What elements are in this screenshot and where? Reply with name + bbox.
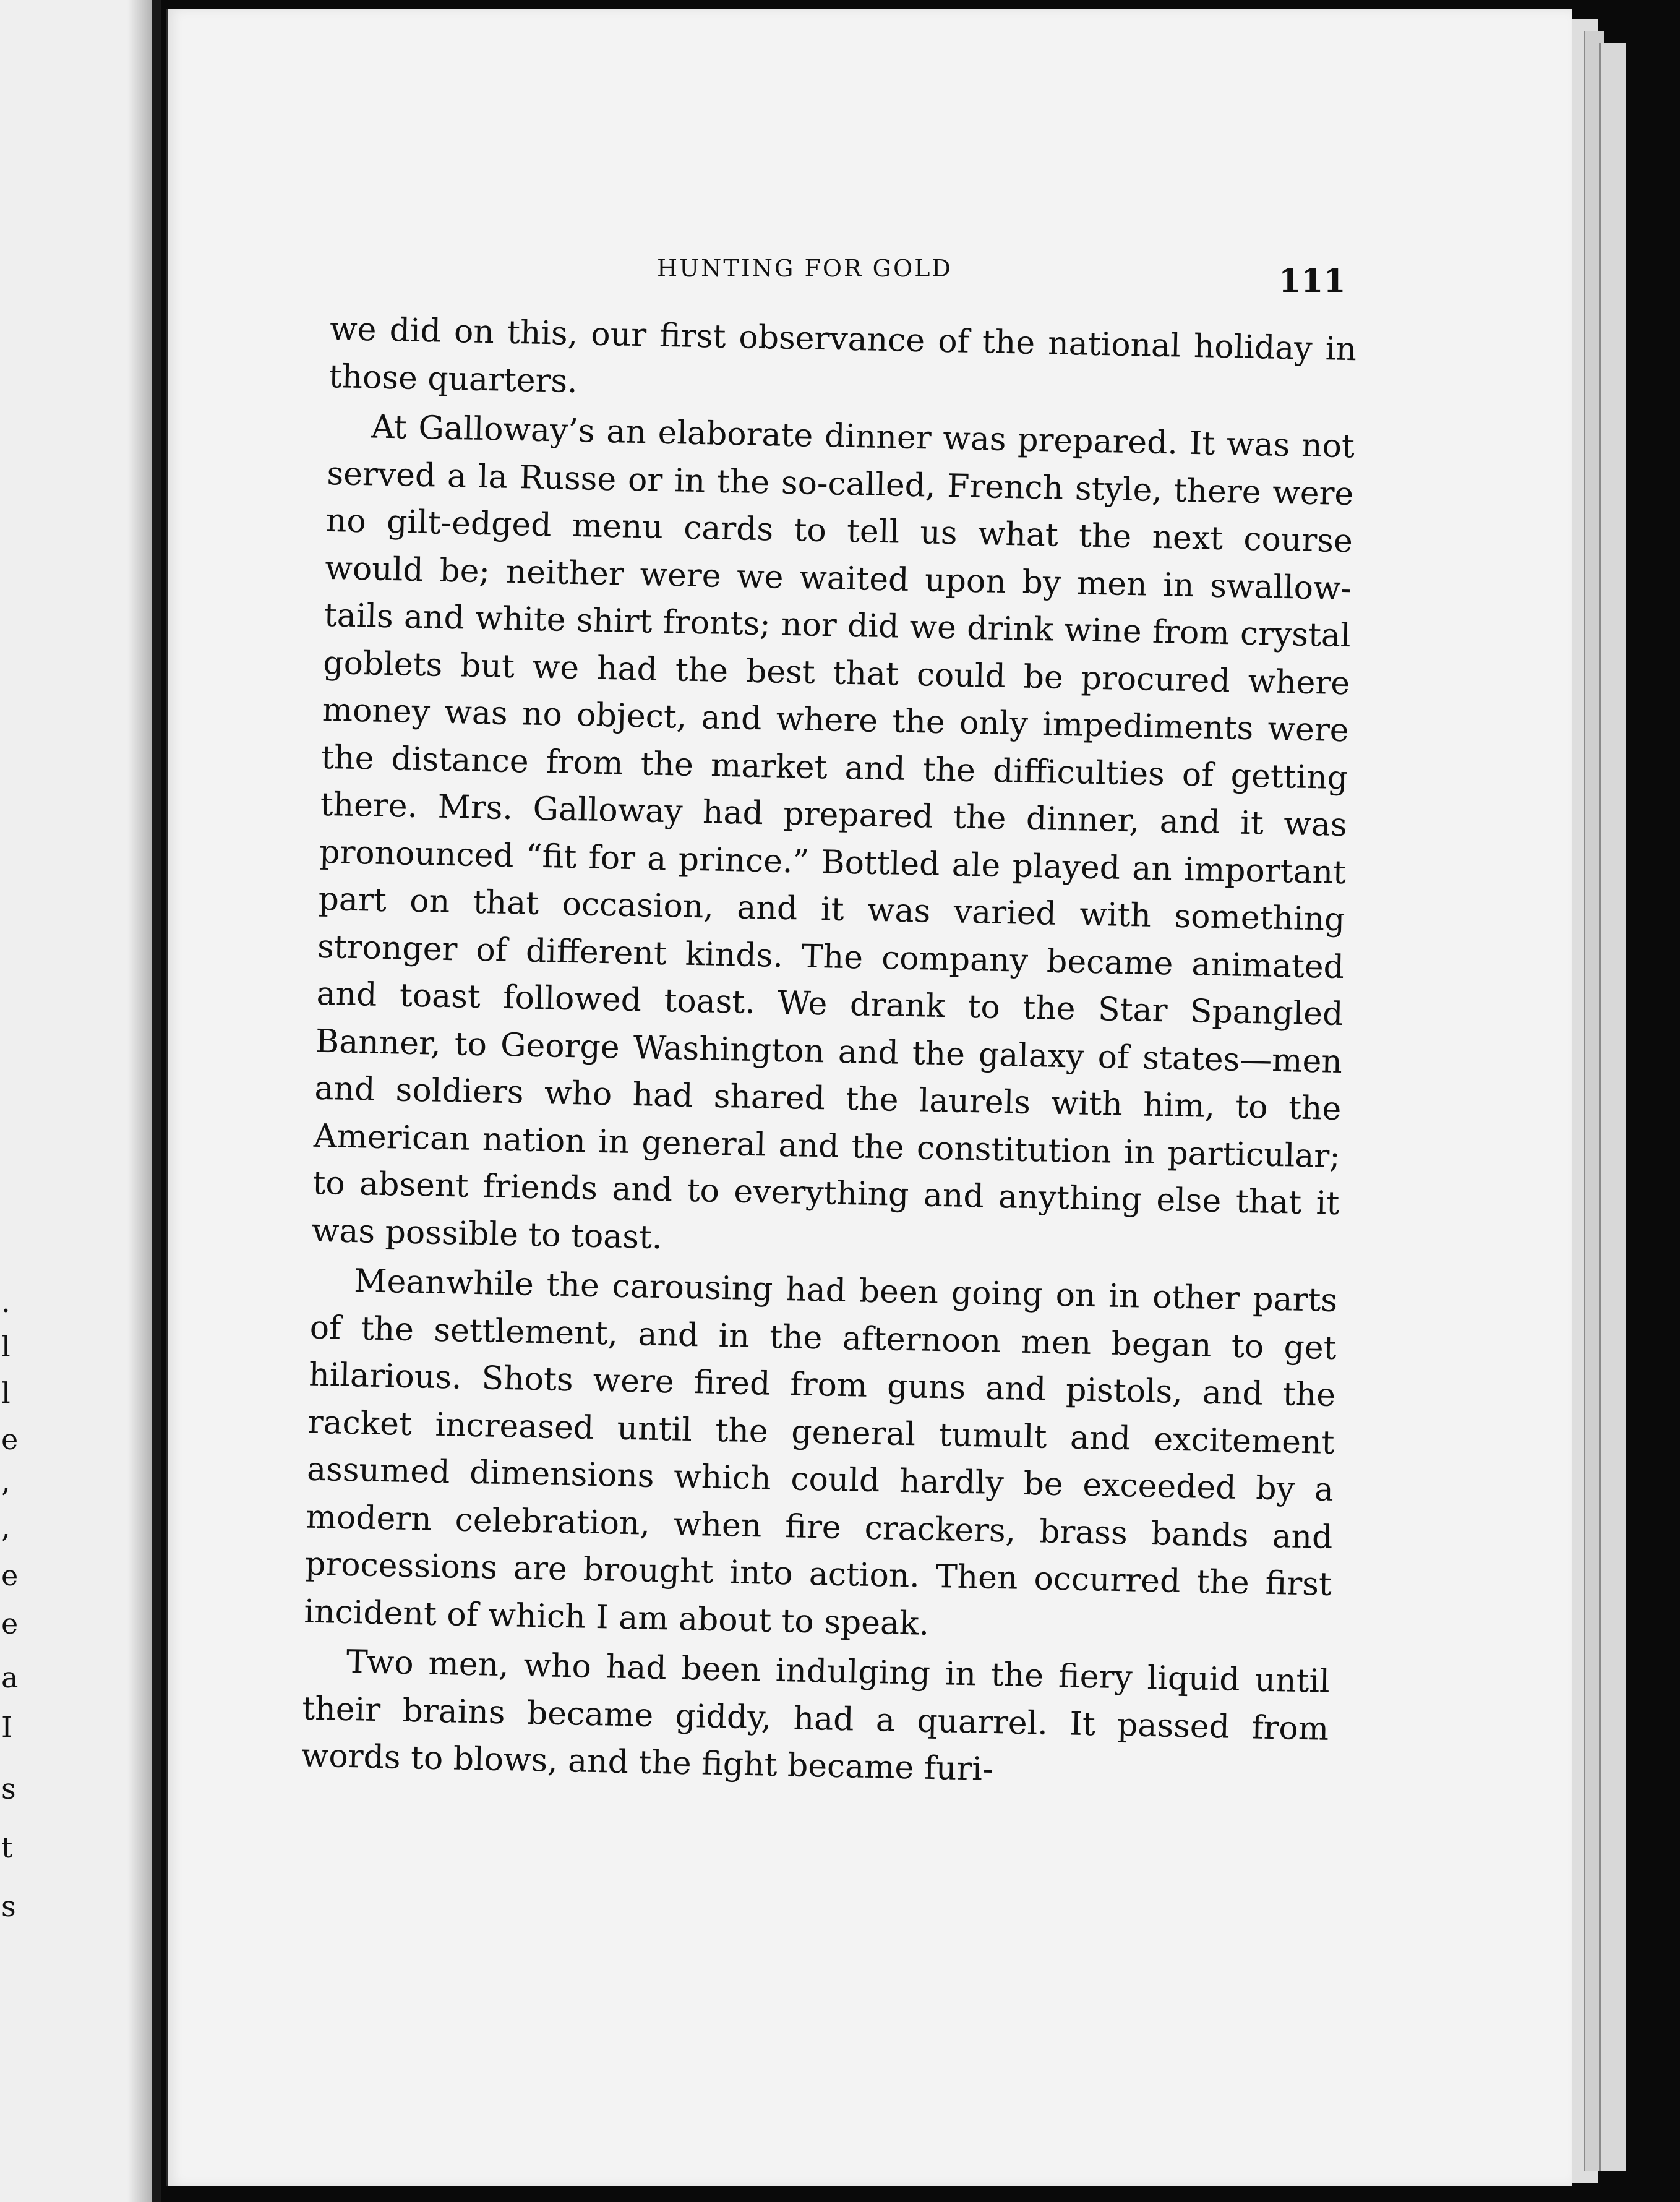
paragraph: we did on this, our first observance of the national holiday in those quarters.: [328, 310, 1357, 400]
left-page-fragment: a: [1, 1661, 19, 1694]
left-page-fragment: t: [1, 1831, 13, 1864]
left-page-fragment: ,: [1, 1510, 11, 1544]
page-stack-edge: [1599, 43, 1626, 2171]
left-page-fragment: e: [1, 1423, 19, 1456]
left-page-fragment: I: [1, 1710, 13, 1744]
page-number: 111: [1279, 262, 1346, 300]
left-page-fragment: s: [1, 1772, 16, 1806]
book-page: [166, 9, 1572, 2186]
left-page-fragment: l: [1, 1376, 11, 1410]
paragraph: At Galloway’s an elaborate dinner was prepared. It was not served a la Russe or in the so-called, French style, there were no gilt-edged menu cards to tell us what the next course would be; neither were we waited upon by men in swallow-tails and white shirt fronts; nor did we drink wine from crystal goblets but we had the best that could be procured where money was no object, and where the only impediments were the distance from the market and the difficulties of getting there. Mrs. Galloway had prepared the dinner, and it was pronounced “fit for a prince.” Bottled ale played an important part on that occasion, and it was varied with something stronger of different kinds. The company became animated and toast followed toast. We drank to the Star Spangled Banner, to George Washington and the galaxy of states—men and soldiers who had shared the laurels with him, to the American nation in general and the constitution in particular; to absent friends and to everything and anything else that it was possible to toast.: [311, 408, 1355, 1256]
left-page-fragment: .: [1, 1285, 11, 1319]
left-page-fragment: s: [1, 1890, 16, 1923]
left-page-fragment: e: [1, 1559, 19, 1592]
left-page-fragment: ,: [1, 1465, 11, 1498]
previous-page-edge: [0, 0, 161, 2202]
paragraph: Two men, who had been indulging in the fiery liquid until their brains became giddy, had a quarrel. It passed from words to blows, and the fight became furi-: [301, 1643, 1331, 1788]
gutter-shadow: [127, 0, 152, 2202]
running-head: HUNTING FOR GOLD: [657, 255, 953, 282]
paragraph: Meanwhile the carousing had been going on in other parts of the settlement, and in the afternoon men began to get hilarious. Shots were fired from guns and pistols, and the racket increased until the general tumult and excitement assumed dimensions which could hardly be exceeded by a modern celebration, when fire crackers, brass bands and processions are brought into action. Then occurred the first incident of which I am about to speak.: [304, 1262, 1338, 1643]
left-page-fragment: l: [1, 1330, 11, 1363]
body-text: [301, 306, 1357, 1800]
left-page-fragment: e: [1, 1607, 19, 1640]
